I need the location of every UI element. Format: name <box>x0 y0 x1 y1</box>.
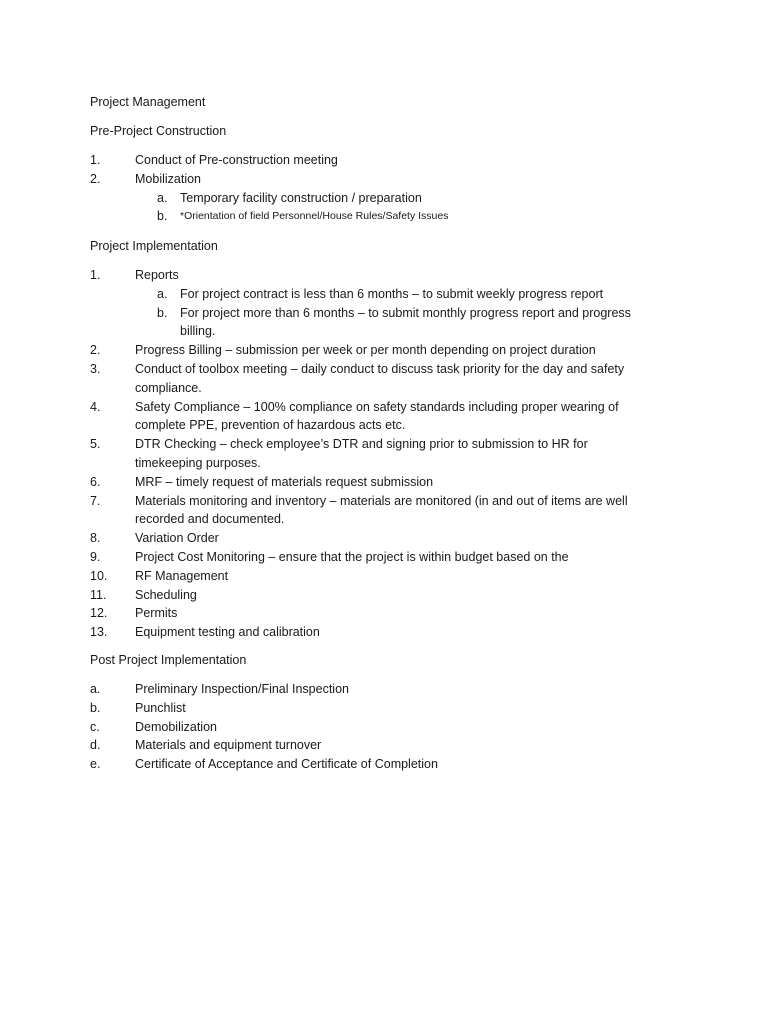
project-implementation-list <box>90 266 645 642</box>
list-item <box>90 623 645 642</box>
item-number: 6. <box>90 474 101 489</box>
item-number: 7. <box>90 493 101 508</box>
post-project-list <box>90 680 645 774</box>
item-number: 13. <box>90 625 108 640</box>
item-number: 12. <box>90 606 108 621</box>
item-number: 11. <box>90 587 107 602</box>
item-number: 2. <box>90 343 101 358</box>
list-item <box>90 567 645 586</box>
item-text: Equipment testing and calibration <box>135 625 320 640</box>
item-letter: b. <box>157 209 168 224</box>
item-text: Variation Order <box>135 531 219 546</box>
item-letter: e. <box>90 757 101 772</box>
item-text: Materials monitoring and inventory – materials are monitored (in and out of items are well recorded and documented. <box>135 493 628 527</box>
item-text: RF Management <box>135 568 229 583</box>
list-item <box>90 473 645 492</box>
item-letter: c. <box>90 719 100 734</box>
item-number: 10. <box>90 568 108 583</box>
item-text: Permits <box>135 606 178 621</box>
list-item <box>90 398 645 436</box>
list-item <box>90 736 645 755</box>
item-letter: a. <box>90 682 101 696</box>
item-text: For project more than 6 months – to submit monthly progress report and progress billing. <box>180 305 631 339</box>
item-number: 1. <box>90 153 101 167</box>
item-number: 3. <box>90 361 101 376</box>
list-item <box>90 699 645 718</box>
item-text: Reports <box>135 268 179 282</box>
item-text: Preliminary Inspection/Final Inspection <box>135 682 349 696</box>
list-item <box>90 151 655 170</box>
pre-project-list <box>90 151 655 226</box>
item-text: For project contract is less than 6 months – to submit weekly progress report <box>180 286 604 301</box>
list-item <box>90 718 645 737</box>
item-text: Certificate of Acceptance and Certificate of Completion <box>135 757 438 772</box>
item-text: DTR Checking – check employee’s DTR and signing prior to submission to HR for timekeeping purposes. <box>135 437 588 470</box>
project-implementation-heading: Project Implementation <box>90 239 218 253</box>
document-title: Project Management <box>90 95 206 109</box>
list-item <box>90 360 645 398</box>
list-item <box>90 604 645 623</box>
item-letter: b. <box>157 305 168 320</box>
item-text: Conduct of toolbox meeting – daily conduct to discuss task priority for the day and safety compliance. <box>135 361 625 395</box>
post-project-heading: Post Project Implementation <box>90 653 247 667</box>
item-letter: a. <box>157 190 168 205</box>
item-text: Scheduling <box>135 587 197 602</box>
list-item <box>157 189 655 208</box>
list-item <box>157 207 655 226</box>
item-number: 1. <box>90 268 101 282</box>
list-item <box>157 285 645 304</box>
item-text: Materials and equipment turnover <box>135 738 322 753</box>
list-item <box>90 170 655 226</box>
list-item <box>90 680 645 699</box>
item-number: 5. <box>90 437 101 452</box>
item-text: MRF – timely request of materials request submission <box>135 474 434 489</box>
item-letter: a. <box>157 286 168 301</box>
item-text: Demobilization <box>135 719 217 734</box>
list-item <box>90 529 645 548</box>
pre-project-heading: Pre-Project Construction <box>90 124 227 138</box>
item-text: Temporary facility construction / preparation <box>180 190 422 205</box>
list-item <box>90 435 645 473</box>
item-text: Progress Billing – submission per week or per month depending on project duration <box>135 343 596 358</box>
mobilization-sublist <box>135 189 655 227</box>
item-text: Punchlist <box>135 700 186 715</box>
list-item <box>90 266 645 341</box>
list-item <box>90 755 645 774</box>
item-number: 8. <box>90 531 101 546</box>
item-text: Project Cost Monitoring – ensure that the project is within budget based on the <box>135 549 569 564</box>
item-letter: b. <box>90 700 101 715</box>
item-text: Mobilization <box>135 171 202 186</box>
list-item <box>90 341 645 360</box>
item-number: 4. <box>90 399 101 414</box>
item-text: Safety Compliance – 100% compliance on safety standards including proper wearing of complete PPE, prevention of hazardous acts etc. <box>135 399 619 433</box>
item-number: 2. <box>90 171 101 186</box>
list-item <box>157 304 645 342</box>
list-item <box>90 492 645 530</box>
list-item <box>90 548 645 567</box>
item-letter: d. <box>90 738 101 753</box>
list-item <box>90 586 645 605</box>
item-number: 9. <box>90 549 101 564</box>
item-text: Conduct of Pre-construction meeting <box>135 153 338 167</box>
reports-sublist <box>135 285 645 341</box>
item-text: *Orientation of field Personnel/House Rules/Safety Issues <box>180 210 449 223</box>
